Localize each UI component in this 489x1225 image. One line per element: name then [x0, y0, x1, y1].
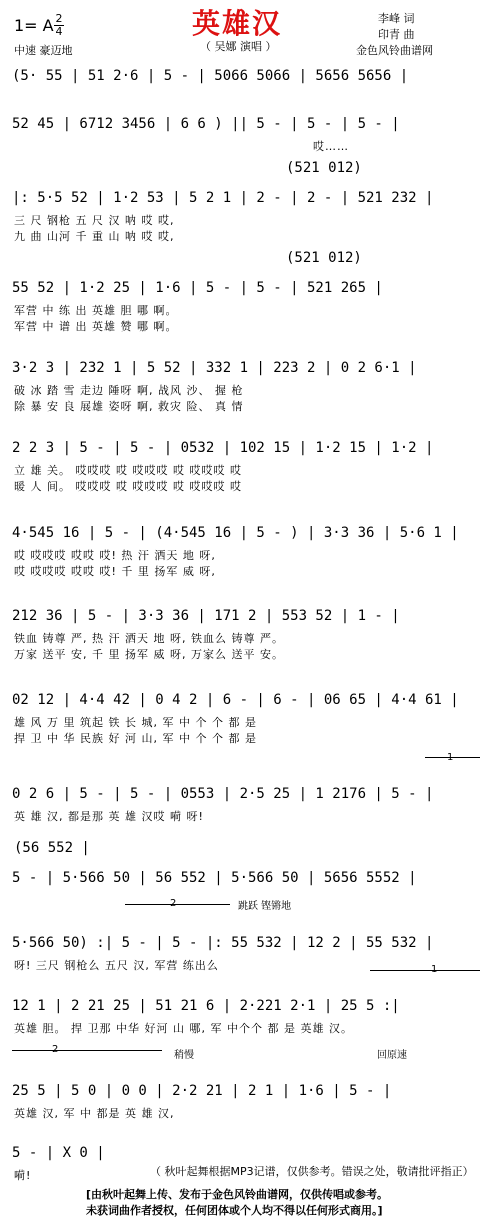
notation-row: (5· 55 | 51 2·6 | 5 - | 5066 5066 | 5656 5656 |: [12, 68, 409, 84]
lyrics-verse-1: 英雄 胆。 捍 卫那 中华 好河 山 哪, 军 中个个 都 是 英雄 汉。: [14, 1022, 353, 1035]
singer-credit: （ 吴娜 演唱 ）: [200, 40, 277, 53]
notation-row: 5 - | 5·566 50 | 56 552 | 5·566 50 | 5656 5552 |: [12, 870, 417, 886]
notation-row: 02 12 | 4·4 42 | 0 4 2 | 6 - | 6 - | 06 65 | 4·4 61 |: [12, 692, 459, 708]
lyrics-verse-1: 英 雄 汉, 都是那 英 雄 汉哎 嗬 呀!: [14, 810, 204, 823]
lyrics-verse-1: 三 尺 钢枪 五 尺 汉 呐 哎 哎,: [14, 214, 175, 227]
notation-row: 3·2 3 | 232 1 | 5 52 | 332 1 | 223 2 | 0 2 6·1 |: [12, 360, 417, 376]
lyrics-verse-2: 除 暴 安 良 展雄 姿呀 啊, 救灾 险、 真 情: [14, 400, 244, 413]
notation-row: 2 2 3 | 5 - | 5 - | 0532 | 102 15 | 1·2 15 | 1·2 |: [12, 440, 434, 456]
time-bottom: 4: [55, 25, 63, 38]
slow-direction: 稍慢: [174, 1050, 194, 1061]
notation-row: 5·566 50) :| 5 - | 5 - |: 55 532 | 12 2 | 55 532 |: [12, 935, 434, 951]
notation-row: |: 5·5 52 | 1·2 53 | 5 2 1 | 2 - | 2 - | 521 232 |: [12, 190, 434, 206]
composer-credit: 印青 曲: [378, 28, 415, 41]
back-tempo-direction: 回原速: [377, 1050, 407, 1061]
notation-row: 4·545 16 | 5 - | (4·545 16 | 5 - ) | 3·3 36 | 5·6 1 |: [12, 525, 459, 541]
lyrics-verse-1: 哎 哎哎哎 哎哎 哎! 热 汗 洒天 地 呀,: [14, 549, 216, 562]
key-signature: 1= A: [14, 16, 54, 35]
notation-row: 12 1 | 2 21 25 | 51 21 6 | 2·221 2·1 | 25 5 :|: [12, 998, 400, 1014]
notation-row: 55 52 | 1·2 25 | 1·6 | 5 - | 5 - | 521 265 |: [12, 280, 383, 296]
lyrics-verse-1: 立 雄 关。 哎哎哎 哎 哎哎哎 哎 哎哎哎 哎: [14, 464, 242, 477]
lyricist-credit: 李峰 词: [378, 12, 415, 25]
lyrics-verse-1: 英雄 汉, 军 中 都是 英 雄 汉,: [14, 1107, 175, 1120]
footer-line-2: 未获词曲作者授权，任何团体或个人均不得以任何形式商用。]: [86, 1204, 383, 1217]
time-signature: [54, 14, 64, 37]
notation-row: 0 2 6 | 5 - | 5 - | 0553 | 2·5 25 | 1 2176 | 5 - |: [12, 786, 434, 802]
time-top: 2: [55, 12, 63, 25]
notation-row: (521 012): [286, 160, 362, 176]
footer-line-1: [由秋叶起舞上传、发布于金色风铃曲谱网，仅供传唱或参考。: [86, 1188, 389, 1201]
notation-row: (56 552 |: [14, 840, 90, 856]
lyrics-verse-1: 呀! 三尺 钢枪么 五尺 汉, 军营 练出么: [14, 959, 219, 972]
lyrics-verse-1: 雄 风 万 里 筑起 铁 长 城, 军 中 个 个 都 是: [14, 716, 257, 729]
volta-line: [425, 757, 480, 758]
notation-row: 25 5 | 5 0 | 0 0 | 2·2 21 | 2 1 | 1·6 | 5 - |: [12, 1083, 392, 1099]
lyrics-verse-2: 哎 哎哎哎 哎哎 哎! 千 里 扬军 威 呀,: [14, 565, 216, 578]
lyrics-verse-2: 九 曲 山河 千 重 山 呐 哎 哎,: [14, 230, 175, 243]
notation-row: (521 012): [286, 250, 362, 266]
tempo-marking: 中速 豪迈地: [14, 44, 73, 57]
lyrics-verse-1: 破 冰 踏 雪 走边 陲呀 啊, 战风 沙、 握 枪: [14, 384, 244, 397]
lyrics-verse-1: 军营 中 练 出 英雄 胆 哪 啊。: [14, 304, 178, 317]
transcription-note: （ 秋叶起舞根据MP3记谱，仅供参考。错误之处，敬请批评指正）: [150, 1165, 474, 1178]
lyrics-verse-2: 军营 中 谱 出 英雄 赞 哪 啊。: [14, 320, 178, 333]
page-title: 英雄汉: [192, 7, 283, 40]
lyrics-verse-2: 万家 送平 安, 千 里 扬军 威 呀, 万家么 送平 安。: [14, 648, 284, 661]
notation-row: 212 36 | 5 - | 3·3 36 | 171 2 | 553 52 | 1 - |: [12, 608, 400, 624]
notation-row: 52 45 | 6712 3456 | 6 6 ) || 5 - | 5 - | 5 - |: [12, 116, 400, 132]
lyrics-verse-1: 哎……: [313, 140, 349, 153]
notation-row: 5 - | X 0 |: [12, 1145, 105, 1161]
lyrics-verse-1: 铁血 铸尊 严, 热 汗 洒天 地 呀, 铁血么 铸尊 严。: [14, 632, 284, 645]
lyrics-verse-2: 暖 人 间。 哎哎哎 哎 哎哎哎 哎 哎哎哎 哎: [14, 480, 242, 493]
volta-line: [12, 1050, 162, 1051]
lyrics-verse-1: 嗬!: [14, 1169, 32, 1182]
volta-line: [370, 970, 480, 971]
jump-direction: 跳跃 铿锵地: [238, 901, 292, 912]
source-credit: 金色风铃曲谱网: [356, 44, 433, 57]
volta-line: [125, 904, 230, 905]
lyrics-verse-2: 捍 卫 中 华 民族 好 河 山, 军 中 个 个 都 是: [14, 732, 257, 745]
